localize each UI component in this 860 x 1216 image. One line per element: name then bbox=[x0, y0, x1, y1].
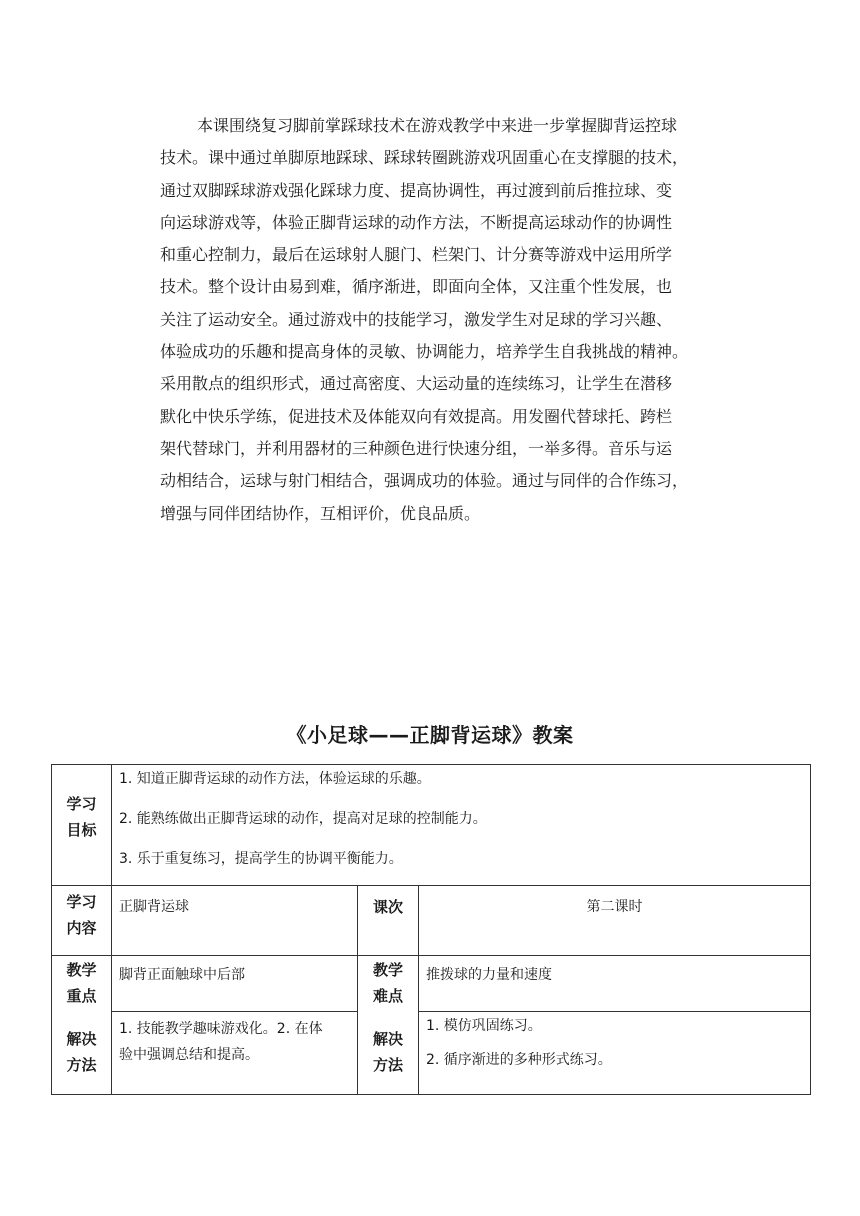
header-label: 教学 bbox=[66, 961, 97, 979]
goals-row bbox=[52, 765, 811, 886]
key-cell bbox=[112, 956, 358, 1012]
key-value: 脚背正面触球中后部 bbox=[119, 967, 245, 983]
intro-line: 采用散点的组织形式，通过高密度、大运动量的连续练习，让学生在潜移 bbox=[160, 374, 673, 394]
header-label: 学习 bbox=[66, 893, 97, 911]
header-label: 难点 bbox=[372, 987, 403, 1005]
document-title: 《小足球——正脚背运球》教案 bbox=[286, 723, 574, 747]
intro-line: 动相结合，运球与射门相结合，强调成功的体验。通过与同伴的合作练习， bbox=[160, 471, 689, 491]
method-item: 1. 模仿巩固练习。 bbox=[426, 1018, 542, 1034]
intro-line: 技术。课中通过单脚原地踩球、踩球转圈跳游戏巩固重心在支撑腿的技术， bbox=[160, 148, 689, 168]
intro-line: 向运球游戏等，体验正脚背运球的动作方法，不断提高运球动作的协调性 bbox=[160, 212, 673, 232]
goals-cell bbox=[112, 765, 811, 886]
key-row bbox=[52, 956, 811, 1012]
difficulty-cell bbox=[419, 956, 811, 1012]
goal-item: 3. 乐于重复练习，提高学生的协调平衡能力。 bbox=[119, 851, 403, 867]
content-value: 正脚背运球 bbox=[119, 899, 189, 915]
content-row bbox=[52, 886, 811, 956]
header-label: 重点 bbox=[66, 987, 97, 1005]
solve-left-cell bbox=[112, 1012, 358, 1095]
difficulty-value: 推拨球的力量和速度 bbox=[426, 967, 552, 983]
intro-line: 增强与同伴团结协作，互相评价，优良品质。 bbox=[160, 503, 481, 523]
header-label: 方法 bbox=[66, 1055, 97, 1074]
difficulty-header-cell bbox=[358, 956, 419, 1012]
header-label: 学习 bbox=[66, 795, 97, 813]
solve-right-cell bbox=[419, 1012, 811, 1095]
key-header-cell bbox=[52, 956, 112, 1012]
intro-line: 和重心控制力，最后在运球射人腿门、栏架门、计分赛等游戏中运用所学 bbox=[160, 245, 673, 265]
header-label: 解决 bbox=[372, 1029, 403, 1048]
goals-list bbox=[112, 765, 810, 869]
lesson-value: 第二课时 bbox=[586, 899, 643, 915]
lesson-plan-table bbox=[51, 764, 811, 1095]
intro-line: 本课围绕复习脚前掌踩球技术在游戏教学中来进一步掌握脚背运控球 bbox=[197, 116, 678, 135]
intro-line: 默化中快乐学练，促进技术及体能双向有效提高。用发圈代替球托、跨栏 bbox=[160, 406, 673, 426]
solve-left-line: 验中强调总结和提高。 bbox=[119, 1047, 259, 1063]
lesson-header-cell bbox=[358, 886, 419, 956]
method-item: 2. 循序渐进的多种形式练习。 bbox=[426, 1052, 612, 1068]
header-label: 内容 bbox=[66, 919, 97, 937]
solve-row bbox=[52, 1012, 811, 1095]
header-label: 教学 bbox=[372, 961, 403, 979]
solve-header-cell bbox=[52, 1012, 112, 1095]
intro-paragraph bbox=[160, 110, 760, 530]
goal-item: 1. 知道正脚背运球的动作方法，体验运球的乐趣。 bbox=[119, 771, 431, 787]
content-cell bbox=[112, 886, 358, 956]
goal-item: 2. 能熟练做出正脚背运球的动作，提高对足球的控制能力。 bbox=[119, 811, 487, 827]
solve-right-header-cell bbox=[358, 1012, 419, 1095]
header-label: 目标 bbox=[66, 821, 97, 839]
goals-header-cell bbox=[52, 765, 112, 886]
header-label: 解决 bbox=[66, 1029, 97, 1048]
solve-right-list bbox=[419, 1012, 810, 1070]
intro-line: 通过双脚踩球游戏强化踩球力度、提高协调性，再过渡到前后推拉球、变 bbox=[160, 180, 673, 200]
intro-line: 架代替球门，并利用器材的三种颜色进行快速分组，一举多得。音乐与运 bbox=[160, 438, 673, 458]
intro-line: 关注了运动安全。通过游戏中的技能学习，激发学生对足球的学习兴趣、 bbox=[160, 309, 673, 329]
intro-line: 技术。整个设计由易到难，循序渐进，即面向全体，又注重个性发展，也 bbox=[160, 277, 673, 297]
intro-line: 体验成功的乐趣和提高身体的灵敏、协调能力，培养学生自我挑战的精神。 bbox=[160, 342, 689, 362]
content-header-cell bbox=[52, 886, 112, 956]
header-label: 方法 bbox=[372, 1055, 403, 1074]
lesson-header: 课次 bbox=[372, 898, 403, 916]
solve-left-line: 1. 技能教学趣味游戏化。2. 在体 bbox=[119, 1021, 323, 1037]
lesson-cell bbox=[419, 886, 811, 956]
